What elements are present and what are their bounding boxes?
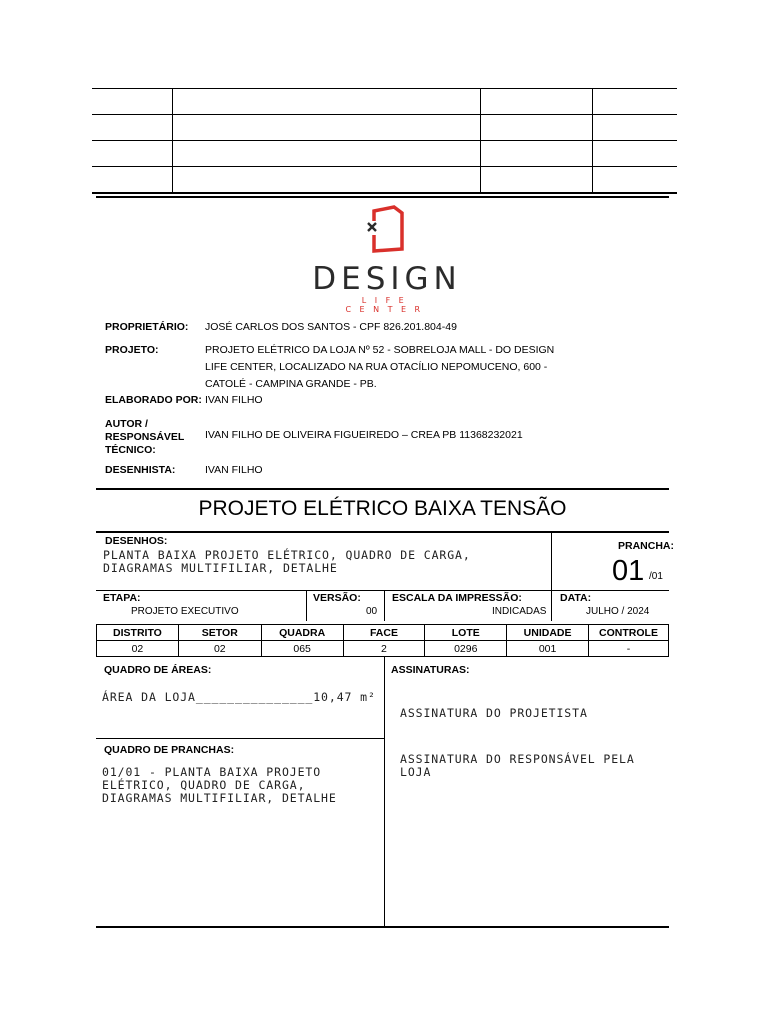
owner-label: PROPRIETÁRIO:	[105, 321, 189, 333]
sheets-table-line-2: ELÉTRICO, QUADRO DE CARGA,	[102, 778, 306, 792]
author-label-line-2: RESPONSÁVEL	[105, 431, 185, 443]
sheet-label: PRANCHA:	[618, 540, 674, 552]
project-line-1: PROJETO ELÉTRICO DA LOJA Nº 52 - SOBRELOJA MALL - DO DESIGN	[205, 344, 555, 356]
project-label: PROJETO:	[105, 344, 159, 356]
sheets-table-label: QUADRO DE PRANCHAS:	[104, 744, 235, 756]
header-block: QUADRA	[261, 625, 343, 641]
drawings-line-1: PLANTA BAIXA PROJETO ELÉTRICO, QUADRO DE CARGA,	[103, 548, 471, 562]
header-lot: LOTE	[425, 625, 507, 641]
divider-title-bottom	[96, 531, 669, 533]
divider-areas-bottom	[96, 738, 384, 739]
value-sector: 02	[178, 641, 261, 657]
print-scale-label: ESCALA DA IMPRESSÃO:	[392, 592, 522, 604]
cadastre-header-row	[97, 625, 669, 641]
sheet-total: /01	[649, 571, 663, 582]
revision-row	[92, 89, 677, 115]
header-unit: UNIDADE	[507, 625, 589, 641]
version-label: VERSÃO:	[313, 592, 361, 604]
date-value: JULHO / 2024	[586, 606, 650, 617]
drawings-label: DESENHOS:	[105, 535, 168, 547]
print-scale-value: INDICADAS	[492, 606, 547, 617]
revision-row	[92, 141, 677, 167]
stage-value: PROJETO EXECUTIVO	[131, 606, 239, 617]
header-face: FACE	[343, 625, 425, 641]
responsible-signature-line-2: LOJA	[400, 765, 432, 779]
design-life-center-logo-icon	[362, 205, 410, 255]
stage-divider	[306, 590, 307, 621]
sheets-table-line-3: DIAGRAMAS MULTIFILIAR, DETALHE	[102, 791, 337, 805]
sheet-divider	[551, 532, 552, 590]
header-control: CONTROLE	[589, 625, 669, 641]
date-label: DATA:	[560, 592, 592, 604]
author-label-line-1: AUTOR /	[105, 418, 148, 430]
divider-title-top	[96, 488, 669, 490]
project-line-2: LIFE CENTER, LOCALIZADO NA RUA OTACÍLIO NEPOMUCENO, 600 -	[205, 361, 548, 373]
value-district: 02	[97, 641, 179, 657]
logo-subtitle: LIFE CENTER	[345, 296, 429, 314]
value-unit: 001	[507, 641, 589, 657]
value-lot: 0296	[425, 641, 507, 657]
stage-label: ETAPA:	[103, 592, 141, 604]
drawing-title: PROJETO ELÉTRICO BAIXA TENSÃO	[198, 497, 567, 520]
cadastre-table	[96, 624, 669, 657]
divider-top	[96, 196, 669, 198]
areas-label: QUADRO DE ÁREAS:	[104, 664, 212, 676]
areas-line: ÁREA DA LOJA_______________10,47 m²	[102, 690, 376, 704]
lower-vertical-divider	[384, 657, 385, 926]
author-label-line-3: TÉCNICO:	[105, 444, 156, 456]
prepared-by-value: IVAN FILHO	[205, 394, 263, 406]
drawings-line-2: DIAGRAMAS MULTIFILIAR, DETALHE	[103, 561, 338, 575]
author-value: IVAN FILHO DE OLIVEIRA FIGUEIREDO – CREA PB 11368232021	[205, 429, 523, 441]
divider-stage-top	[96, 590, 669, 591]
logo-wordmark: DESIGN	[312, 261, 462, 297]
owner-value: JOSÉ CARLOS DOS SANTOS - CPF 826.201.804-49	[205, 321, 457, 333]
divider-bottom	[96, 926, 669, 928]
drafter-label: DESENHISTA:	[105, 464, 176, 476]
revision-table	[92, 88, 677, 194]
value-face: 2	[343, 641, 425, 657]
version-divider	[384, 590, 385, 621]
sheet-number: 01	[612, 555, 645, 587]
scale-divider	[551, 590, 552, 621]
cadastre-value-row	[97, 641, 669, 657]
revision-row	[92, 115, 677, 141]
drafter-value: IVAN FILHO	[205, 464, 263, 476]
version-value: 00	[366, 606, 378, 617]
signatures-label: ASSINATURAS:	[391, 664, 470, 676]
revision-row	[92, 167, 677, 193]
responsible-signature-line-1: ASSINATURA DO RESPONSÁVEL PELA	[400, 752, 635, 766]
value-control: -	[589, 641, 669, 657]
project-line-3: CATOLÉ - CAMPINA GRANDE - PB.	[205, 378, 377, 390]
sheets-table-line-1: 01/01 - PLANTA BAIXA PROJETO	[102, 765, 322, 779]
header-district: DISTRITO	[97, 625, 179, 641]
designer-signature-line: ASSINATURA DO PROJETISTA	[400, 706, 588, 720]
value-block: 065	[261, 641, 343, 657]
header-sector: SETOR	[178, 625, 261, 641]
prepared-by-label: ELABORADO POR:	[105, 394, 202, 406]
